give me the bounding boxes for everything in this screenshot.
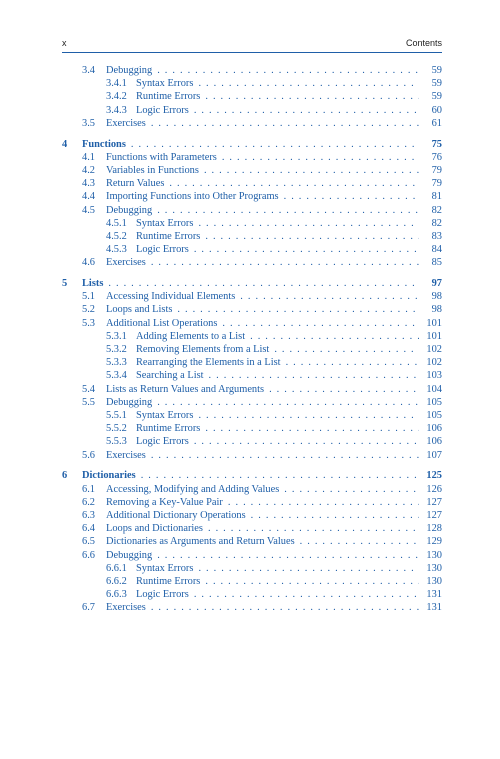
- toc-entry-page: 84: [431, 244, 442, 256]
- toc-entry-title: Adding Elements to a List: [136, 330, 246, 342]
- toc-subsection-entry[interactable]: [62, 330, 442, 343]
- toc-entry-number: 3.5: [82, 117, 95, 129]
- toc-entry-page: 60: [431, 104, 442, 116]
- toc-entry-title: Debugging: [106, 549, 153, 561]
- toc-entry-title: Debugging: [106, 396, 153, 408]
- toc-section-entry[interactable]: [62, 317, 442, 330]
- table-of-contents: [62, 64, 442, 615]
- toc-section-entry[interactable]: [62, 204, 442, 217]
- header-page-number: x: [62, 38, 67, 48]
- toc-entry-page: 83: [431, 230, 442, 242]
- toc-entry-title: Variables in Functions: [106, 164, 199, 176]
- toc-entry-number: 5.3.3: [106, 357, 127, 369]
- toc-entry-title: Importing Functions into Other Programs: [106, 191, 279, 203]
- dot-leader: [151, 256, 419, 269]
- toc-section-entry[interactable]: [62, 190, 442, 203]
- toc-entry-title: Return Values: [106, 178, 165, 190]
- toc-entry-title: Debugging: [106, 204, 153, 216]
- toc-entry-title: Lists as Return Values and Arguments: [106, 383, 265, 395]
- toc-entry-title: Lists: [82, 278, 104, 290]
- toc-entry-title: Rearranging the Elements in a List: [136, 357, 281, 369]
- toc-entry-title: Searching a List: [136, 370, 204, 382]
- toc-subsection-entry[interactable]: [62, 369, 442, 382]
- toc-entry-title: Additional Dictionary Operations: [106, 510, 246, 521]
- dot-leader: [251, 509, 419, 522]
- toc-entry-number: 4.4: [82, 191, 95, 203]
- toc-entry-page: 130: [426, 562, 442, 574]
- toc-section-entry[interactable]: [62, 509, 442, 522]
- dot-leader: [205, 230, 419, 243]
- dot-leader: [222, 151, 419, 164]
- dot-leader: [157, 396, 419, 409]
- toc-entry-number: 6: [62, 470, 68, 482]
- toc-section-entry[interactable]: [62, 64, 442, 77]
- dot-leader: [108, 277, 419, 290]
- toc-section-entry[interactable]: [62, 549, 442, 562]
- toc-subsection-entry[interactable]: [62, 243, 442, 256]
- toc-entry-number: 5.3.2: [106, 344, 127, 356]
- toc-subsection-entry[interactable]: [62, 77, 442, 90]
- toc-subsection-entry[interactable]: [62, 343, 442, 356]
- toc-entry-page: 106: [426, 423, 442, 435]
- dot-leader: [157, 64, 419, 77]
- dot-leader: [194, 588, 419, 601]
- toc-entry-title: Removing Elements from a List: [136, 344, 270, 356]
- dot-leader: [151, 601, 419, 614]
- toc-section-entry[interactable]: [62, 383, 442, 396]
- toc-entry-title: Exercises: [106, 449, 146, 461]
- toc-subsection-entry[interactable]: [62, 217, 442, 230]
- toc-section-entry[interactable]: [62, 151, 442, 164]
- dot-leader: [240, 290, 419, 303]
- toc-entry-number: 3.4.2: [106, 91, 127, 103]
- toc-entry-page: 101: [426, 317, 442, 329]
- toc-entry-page: 76: [431, 151, 442, 163]
- dot-leader: [284, 190, 419, 203]
- toc-section-entry[interactable]: [62, 601, 442, 614]
- toc-entry-page: 98: [431, 291, 442, 303]
- toc-section-entry[interactable]: [62, 522, 442, 535]
- toc-entry-page: 101: [426, 330, 442, 342]
- toc-entry-page: 61: [431, 117, 442, 129]
- toc-subsection-entry[interactable]: [62, 90, 442, 103]
- toc-entry-title: Loops and Dictionaries: [106, 523, 203, 535]
- toc-entry-page: 59: [431, 78, 442, 90]
- toc-entry-title: Exercises: [106, 117, 146, 129]
- toc-entry-page: 82: [431, 217, 442, 229]
- toc-entry-page: 98: [431, 304, 442, 316]
- toc-entry-number: 5.3: [82, 317, 95, 329]
- toc-entry-number: 4.6: [82, 257, 95, 269]
- toc-entry-title: Runtime Errors: [136, 423, 201, 435]
- toc-entry-number: 5.1: [82, 291, 95, 303]
- dot-leader: [222, 317, 419, 330]
- toc-entry-number: 5.3.1: [106, 330, 127, 342]
- toc-entry-title: Exercises: [106, 602, 146, 614]
- toc-entry-number: 4.1: [82, 151, 95, 163]
- toc-subsection-entry[interactable]: [62, 562, 442, 575]
- toc-entry-page: 75: [431, 138, 442, 150]
- toc-entry-page: 130: [426, 576, 442, 588]
- toc-entry-page: 131: [426, 602, 442, 614]
- dot-leader: [198, 562, 419, 575]
- toc-entry-page: 126: [426, 483, 442, 495]
- toc-section-entry[interactable]: [62, 483, 442, 496]
- toc-entry-page: 107: [426, 449, 442, 461]
- toc-section-entry[interactable]: [62, 449, 442, 462]
- toc-chapter-entry[interactable]: [62, 277, 442, 290]
- toc-chapter-entry[interactable]: [62, 469, 442, 482]
- toc-entry-title: Runtime Errors: [136, 230, 201, 242]
- header-rule: [62, 52, 442, 53]
- dot-leader: [194, 104, 419, 117]
- toc-entry-page: 105: [426, 410, 442, 422]
- toc-entry-number: 6.7: [82, 602, 95, 614]
- toc-entry-title: Functions with Parameters: [106, 151, 217, 163]
- toc-entry-number: 6.6.3: [106, 589, 127, 601]
- toc-subsection-entry[interactable]: [62, 356, 442, 369]
- toc-section-entry[interactable]: [62, 496, 442, 509]
- dot-leader: [198, 409, 419, 422]
- toc-entry-page: 82: [431, 204, 442, 216]
- dot-leader: [141, 469, 419, 482]
- toc-entry-title: Exercises: [106, 257, 146, 269]
- toc-section-entry[interactable]: [62, 303, 442, 316]
- toc-entry-number: 5.2: [82, 304, 95, 316]
- dot-leader: [284, 483, 419, 496]
- toc-entry-number: 5.5.3: [106, 436, 127, 448]
- toc-entry-page: 79: [431, 164, 442, 176]
- toc-entry-number: 5.5.1: [106, 410, 127, 422]
- toc-entry-number: 4.5.1: [106, 217, 127, 229]
- header-running-title: Contents: [405, 38, 442, 48]
- toc-entry-title: Functions: [82, 138, 126, 150]
- toc-entry-page: 97: [431, 278, 442, 290]
- toc-chapter-entry[interactable]: [62, 138, 442, 151]
- toc-entry-title: Logic Errors: [136, 244, 189, 256]
- toc-entry-number: 4.5.2: [106, 230, 127, 242]
- dot-leader: [300, 535, 419, 548]
- toc-section-entry[interactable]: [62, 256, 442, 269]
- dot-leader: [205, 90, 419, 103]
- toc-entry-page: 59: [431, 65, 442, 76]
- toc-entry-number: 5: [62, 278, 68, 290]
- toc-entry-page: 102: [426, 357, 442, 369]
- toc-entry-page: 79: [431, 178, 442, 190]
- toc-entry-title: Additional List Operations: [106, 317, 218, 329]
- dot-leader: [198, 217, 419, 230]
- toc-entry-number: 6.1: [82, 483, 95, 495]
- toc-entry-page: 129: [426, 536, 442, 548]
- toc-entry-number: 5.5.2: [106, 423, 127, 435]
- dot-leader: [157, 549, 419, 562]
- toc-entry-title: Syntax Errors: [136, 217, 194, 229]
- toc-entry-page: 104: [426, 383, 442, 395]
- dot-leader: [205, 422, 419, 435]
- dot-leader: [177, 303, 419, 316]
- toc-subsection-entry[interactable]: [62, 409, 442, 422]
- toc-entry-title: Removing a Key-Value Pair: [106, 496, 223, 508]
- toc-entry-number: 3.4.3: [106, 104, 127, 116]
- dot-leader: [274, 343, 419, 356]
- dot-leader: [228, 496, 419, 509]
- toc-entry-number: 6.6.2: [106, 576, 127, 588]
- dot-leader: [204, 164, 419, 177]
- toc-entry-page: 102: [426, 344, 442, 356]
- dot-leader: [209, 369, 419, 382]
- dot-leader: [198, 77, 419, 90]
- dot-leader: [169, 177, 419, 190]
- dot-leader: [286, 356, 419, 369]
- toc-entry-page: 81: [431, 191, 442, 203]
- toc-section-entry[interactable]: [62, 177, 442, 190]
- toc-entry-title: Accessing, Modifying and Adding Values: [106, 483, 280, 495]
- toc-entry-page: 128: [426, 523, 442, 535]
- toc-entry-number: 5.3.4: [106, 370, 127, 382]
- toc-entry-title: Syntax Errors: [136, 78, 194, 90]
- dot-leader: [250, 330, 419, 343]
- toc-entry-number: 4.5: [82, 204, 95, 216]
- toc-entry-title: Dictionaries: [82, 470, 136, 482]
- toc-entry-number: 5.5: [82, 396, 95, 408]
- toc-subsection-entry[interactable]: [62, 575, 442, 588]
- toc-entry-title: Syntax Errors: [136, 410, 194, 422]
- toc-entry-page: 103: [426, 370, 442, 382]
- dot-leader: [151, 117, 419, 130]
- dot-leader: [151, 449, 419, 462]
- running-header: [62, 38, 442, 48]
- toc-entry-page: 127: [426, 510, 442, 521]
- toc-entry-title: Logic Errors: [136, 589, 189, 601]
- toc-entry-number: 6.3: [82, 510, 95, 521]
- toc-entry-title: Debugging: [106, 65, 153, 76]
- toc-entry-title: Runtime Errors: [136, 576, 201, 588]
- toc-entry-number: 6.5: [82, 536, 95, 548]
- toc-section-entry[interactable]: [62, 164, 442, 177]
- toc-entry-title: Logic Errors: [136, 104, 189, 116]
- toc-entry-number: 6.2: [82, 496, 95, 508]
- toc-entry-title: Syntax Errors: [136, 562, 194, 574]
- toc-entry-number: 4.5.3: [106, 244, 127, 256]
- toc-entry-page: 130: [426, 549, 442, 561]
- toc-section-entry[interactable]: [62, 396, 442, 409]
- toc-entry-page: 125: [426, 470, 442, 482]
- toc-entry-title: Logic Errors: [136, 436, 189, 448]
- dot-leader: [269, 383, 419, 396]
- toc-section-entry[interactable]: [62, 117, 442, 130]
- toc-entry-number: 5.4: [82, 383, 95, 395]
- toc-entry-page: 85: [431, 257, 442, 269]
- toc-entry-number: 4.3: [82, 178, 95, 190]
- toc-entry-number: 4.2: [82, 164, 95, 176]
- toc-subsection-entry[interactable]: [62, 104, 442, 117]
- toc-subsection-entry[interactable]: [62, 588, 442, 601]
- toc-subsection-entry[interactable]: [62, 230, 442, 243]
- toc-section-entry[interactable]: [62, 290, 442, 303]
- toc-entry-page: 105: [426, 396, 442, 408]
- toc-subsection-entry[interactable]: [62, 422, 442, 435]
- toc-entry-page: 106: [426, 436, 442, 448]
- dot-leader: [194, 243, 419, 256]
- toc-entry-number: 6.4: [82, 523, 95, 535]
- toc-entry-page: 131: [426, 589, 442, 601]
- toc-entry-page: 59: [431, 91, 442, 103]
- toc-entry-number: 6.6.1: [106, 562, 127, 574]
- toc-subsection-entry[interactable]: [62, 435, 442, 448]
- dot-leader: [208, 522, 419, 535]
- toc-entry-number: 6.6: [82, 549, 95, 561]
- dot-leader: [157, 204, 419, 217]
- toc-entry-number: 5.6: [82, 449, 95, 461]
- toc-entry-number: 3.4.1: [106, 78, 127, 90]
- toc-entry-title: Accessing Individual Elements: [106, 291, 236, 303]
- toc-entry-page: 127: [426, 496, 442, 508]
- toc-entry-number: 4: [62, 138, 68, 150]
- toc-entry-title: Runtime Errors: [136, 91, 201, 103]
- dot-leader: [205, 575, 419, 588]
- toc-entry-number: 3.4: [82, 65, 95, 76]
- dot-leader: [131, 138, 419, 151]
- toc-entry-title: Dictionaries as Arguments and Return Values: [106, 536, 295, 548]
- toc-entry-title: Loops and Lists: [106, 304, 173, 316]
- toc-section-entry[interactable]: [62, 535, 442, 548]
- dot-leader: [194, 435, 419, 448]
